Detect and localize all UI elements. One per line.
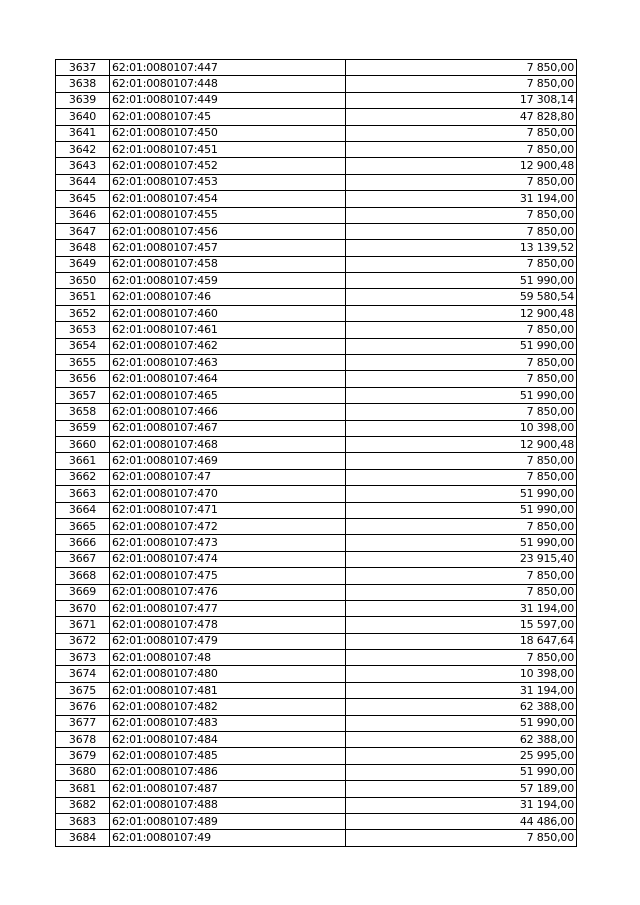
cadastral-number-cell: 62:01:0080107:474 bbox=[110, 551, 346, 567]
cadastral-number-cell: 62:01:0080107:455 bbox=[110, 207, 346, 223]
row-number-cell: 3660 bbox=[56, 436, 110, 452]
cadastral-value-cell: 51 990,00 bbox=[346, 486, 577, 502]
cadastral-value-cell: 23 915,40 bbox=[346, 551, 577, 567]
row-number-cell: 3643 bbox=[56, 158, 110, 174]
row-number-cell: 3680 bbox=[56, 764, 110, 780]
cadastral-value-cell: 7 850,00 bbox=[346, 371, 577, 387]
table-row bbox=[56, 174, 577, 190]
row-number-cell: 3642 bbox=[56, 141, 110, 157]
cadastral-value-cell: 59 580,54 bbox=[346, 289, 577, 305]
row-number-cell: 3652 bbox=[56, 305, 110, 321]
cadastral-value-cell: 51 990,00 bbox=[346, 764, 577, 780]
table-row bbox=[56, 436, 577, 452]
cadastral-number-cell: 62:01:0080107:459 bbox=[110, 273, 346, 289]
cadastral-value-cell: 51 990,00 bbox=[346, 387, 577, 403]
row-number-cell: 3645 bbox=[56, 191, 110, 207]
table-row bbox=[56, 420, 577, 436]
cadastral-number-cell: 62:01:0080107:457 bbox=[110, 240, 346, 256]
table-row bbox=[56, 764, 577, 780]
table-row bbox=[56, 92, 577, 108]
table-row bbox=[56, 141, 577, 157]
cadastral-number-cell: 62:01:0080107:469 bbox=[110, 453, 346, 469]
table-row bbox=[56, 732, 577, 748]
row-number-cell: 3668 bbox=[56, 568, 110, 584]
cadastral-number-cell: 62:01:0080107:484 bbox=[110, 732, 346, 748]
row-number-cell: 3644 bbox=[56, 174, 110, 190]
cadastral-value-cell: 47 828,80 bbox=[346, 109, 577, 125]
cadastral-value-cell: 7 850,00 bbox=[346, 830, 577, 846]
cadastral-value-cell: 13 139,52 bbox=[346, 240, 577, 256]
cadastral-value-cell: 7 850,00 bbox=[346, 76, 577, 92]
row-number-cell: 3662 bbox=[56, 469, 110, 485]
cadastral-value-cell: 7 850,00 bbox=[346, 207, 577, 223]
row-number-cell: 3677 bbox=[56, 715, 110, 731]
table-row bbox=[56, 240, 577, 256]
cadastral-number-cell: 62:01:0080107:460 bbox=[110, 305, 346, 321]
row-number-cell: 3676 bbox=[56, 699, 110, 715]
row-number-cell: 3658 bbox=[56, 404, 110, 420]
cadastral-value-cell: 7 850,00 bbox=[346, 453, 577, 469]
cadastral-number-cell: 62:01:0080107:49 bbox=[110, 830, 346, 846]
cadastral-number-cell: 62:01:0080107:487 bbox=[110, 781, 346, 797]
table-row bbox=[56, 797, 577, 813]
row-number-cell: 3667 bbox=[56, 551, 110, 567]
row-number-cell: 3682 bbox=[56, 797, 110, 813]
table-row bbox=[56, 125, 577, 141]
table-row bbox=[56, 551, 577, 567]
cadastral-number-cell: 62:01:0080107:486 bbox=[110, 764, 346, 780]
row-number-cell: 3649 bbox=[56, 256, 110, 272]
row-number-cell: 3655 bbox=[56, 355, 110, 371]
cadastral-value-cell: 31 194,00 bbox=[346, 682, 577, 698]
table-row bbox=[56, 256, 577, 272]
cadastral-number-cell: 62:01:0080107:461 bbox=[110, 322, 346, 338]
row-number-cell: 3675 bbox=[56, 682, 110, 698]
cadastral-value-cell: 31 194,00 bbox=[346, 600, 577, 616]
cadastral-value-cell: 62 388,00 bbox=[346, 699, 577, 715]
table-row bbox=[56, 305, 577, 321]
cadastral-number-cell: 62:01:0080107:465 bbox=[110, 387, 346, 403]
cadastral-number-cell: 62:01:0080107:447 bbox=[110, 60, 346, 76]
row-number-cell: 3663 bbox=[56, 486, 110, 502]
cadastral-number-cell: 62:01:0080107:458 bbox=[110, 256, 346, 272]
table-row bbox=[56, 469, 577, 485]
row-number-cell: 3681 bbox=[56, 781, 110, 797]
cadastral-value-cell: 18 647,64 bbox=[346, 633, 577, 649]
row-number-cell: 3657 bbox=[56, 387, 110, 403]
table-row bbox=[56, 699, 577, 715]
cadastral-value-cell: 31 194,00 bbox=[346, 797, 577, 813]
table-row bbox=[56, 355, 577, 371]
row-number-cell: 3653 bbox=[56, 322, 110, 338]
row-number-cell: 3650 bbox=[56, 273, 110, 289]
row-number-cell: 3639 bbox=[56, 92, 110, 108]
table-row bbox=[56, 158, 577, 174]
row-number-cell: 3665 bbox=[56, 518, 110, 534]
row-number-cell: 3641 bbox=[56, 125, 110, 141]
cadastral-value-cell: 51 990,00 bbox=[346, 338, 577, 354]
cadastral-number-cell: 62:01:0080107:473 bbox=[110, 535, 346, 551]
table-row bbox=[56, 813, 577, 829]
table-row bbox=[56, 223, 577, 239]
cadastral-number-cell: 62:01:0080107:464 bbox=[110, 371, 346, 387]
cadastral-number-cell: 62:01:0080107:475 bbox=[110, 568, 346, 584]
row-number-cell: 3684 bbox=[56, 830, 110, 846]
row-number-cell: 3659 bbox=[56, 420, 110, 436]
cadastral-value-cell: 44 486,00 bbox=[346, 813, 577, 829]
table-row bbox=[56, 633, 577, 649]
cadastral-value-cell: 57 189,00 bbox=[346, 781, 577, 797]
cadastral-value-cell: 7 850,00 bbox=[346, 322, 577, 338]
cadastral-number-cell: 62:01:0080107:453 bbox=[110, 174, 346, 190]
row-number-cell: 3672 bbox=[56, 633, 110, 649]
table-row bbox=[56, 830, 577, 846]
cadastral-number-cell: 62:01:0080107:472 bbox=[110, 518, 346, 534]
cadastral-value-cell: 7 850,00 bbox=[346, 223, 577, 239]
cadastral-value-table bbox=[55, 59, 577, 847]
cadastral-number-cell: 62:01:0080107:483 bbox=[110, 715, 346, 731]
cadastral-value-cell: 12 900,48 bbox=[346, 305, 577, 321]
row-number-cell: 3651 bbox=[56, 289, 110, 305]
cadastral-value-cell: 7 850,00 bbox=[346, 256, 577, 272]
cadastral-value-cell: 7 850,00 bbox=[346, 174, 577, 190]
cadastral-value-cell: 51 990,00 bbox=[346, 502, 577, 518]
table-row bbox=[56, 568, 577, 584]
cadastral-value-cell: 10 398,00 bbox=[346, 666, 577, 682]
cadastral-value-cell: 62 388,00 bbox=[346, 732, 577, 748]
cadastral-number-cell: 62:01:0080107:463 bbox=[110, 355, 346, 371]
row-number-cell: 3638 bbox=[56, 76, 110, 92]
table-row bbox=[56, 682, 577, 698]
table-row bbox=[56, 289, 577, 305]
row-number-cell: 3640 bbox=[56, 109, 110, 125]
row-number-cell: 3674 bbox=[56, 666, 110, 682]
table-row bbox=[56, 109, 577, 125]
cadastral-number-cell: 62:01:0080107:449 bbox=[110, 92, 346, 108]
row-number-cell: 3654 bbox=[56, 338, 110, 354]
cadastral-number-cell: 62:01:0080107:45 bbox=[110, 109, 346, 125]
cadastral-value-cell: 51 990,00 bbox=[346, 535, 577, 551]
cadastral-value-cell: 7 850,00 bbox=[346, 141, 577, 157]
row-number-cell: 3666 bbox=[56, 535, 110, 551]
cadastral-number-cell: 62:01:0080107:462 bbox=[110, 338, 346, 354]
table-row bbox=[56, 715, 577, 731]
table-row bbox=[56, 666, 577, 682]
cadastral-value-cell: 17 308,14 bbox=[346, 92, 577, 108]
cadastral-number-cell: 62:01:0080107:478 bbox=[110, 617, 346, 633]
cadastral-value-cell: 51 990,00 bbox=[346, 273, 577, 289]
table-body bbox=[56, 60, 577, 847]
row-number-cell: 3661 bbox=[56, 453, 110, 469]
cadastral-number-cell: 62:01:0080107:476 bbox=[110, 584, 346, 600]
cadastral-value-cell: 12 900,48 bbox=[346, 158, 577, 174]
row-number-cell: 3637 bbox=[56, 60, 110, 76]
cadastral-value-cell: 12 900,48 bbox=[346, 436, 577, 452]
table-row bbox=[56, 371, 577, 387]
cadastral-number-cell: 62:01:0080107:448 bbox=[110, 76, 346, 92]
cadastral-number-cell: 62:01:0080107:456 bbox=[110, 223, 346, 239]
cadastral-number-cell: 62:01:0080107:480 bbox=[110, 666, 346, 682]
table-row bbox=[56, 60, 577, 76]
row-number-cell: 3669 bbox=[56, 584, 110, 600]
cadastral-number-cell: 62:01:0080107:488 bbox=[110, 797, 346, 813]
cadastral-number-cell: 62:01:0080107:479 bbox=[110, 633, 346, 649]
cadastral-number-cell: 62:01:0080107:454 bbox=[110, 191, 346, 207]
cadastral-number-cell: 62:01:0080107:46 bbox=[110, 289, 346, 305]
row-number-cell: 3646 bbox=[56, 207, 110, 223]
table-row bbox=[56, 338, 577, 354]
cadastral-number-cell: 62:01:0080107:48 bbox=[110, 650, 346, 666]
table-row bbox=[56, 584, 577, 600]
cadastral-value-cell: 7 850,00 bbox=[346, 404, 577, 420]
cadastral-value-cell: 31 194,00 bbox=[346, 191, 577, 207]
cadastral-value-cell: 7 850,00 bbox=[346, 60, 577, 76]
cadastral-number-cell: 62:01:0080107:467 bbox=[110, 420, 346, 436]
table-row bbox=[56, 650, 577, 666]
row-number-cell: 3679 bbox=[56, 748, 110, 764]
cadastral-number-cell: 62:01:0080107:477 bbox=[110, 600, 346, 616]
row-number-cell: 3671 bbox=[56, 617, 110, 633]
table-row bbox=[56, 502, 577, 518]
cadastral-number-cell: 62:01:0080107:450 bbox=[110, 125, 346, 141]
table-row bbox=[56, 207, 577, 223]
table-row bbox=[56, 535, 577, 551]
table-row bbox=[56, 600, 577, 616]
cadastral-number-cell: 62:01:0080107:470 bbox=[110, 486, 346, 502]
table-row bbox=[56, 322, 577, 338]
row-number-cell: 3664 bbox=[56, 502, 110, 518]
cadastral-value-cell: 15 597,00 bbox=[346, 617, 577, 633]
table-row bbox=[56, 191, 577, 207]
cadastral-number-cell: 62:01:0080107:471 bbox=[110, 502, 346, 518]
table-row bbox=[56, 273, 577, 289]
cadastral-number-cell: 62:01:0080107:451 bbox=[110, 141, 346, 157]
cadastral-number-cell: 62:01:0080107:466 bbox=[110, 404, 346, 420]
table-row bbox=[56, 404, 577, 420]
table-row bbox=[56, 486, 577, 502]
table-row bbox=[56, 748, 577, 764]
cadastral-value-cell: 7 850,00 bbox=[346, 518, 577, 534]
cadastral-value-cell: 7 850,00 bbox=[346, 584, 577, 600]
table-row bbox=[56, 781, 577, 797]
table-row bbox=[56, 617, 577, 633]
table-row bbox=[56, 387, 577, 403]
row-number-cell: 3678 bbox=[56, 732, 110, 748]
cadastral-value-cell: 25 995,00 bbox=[346, 748, 577, 764]
cadastral-number-cell: 62:01:0080107:468 bbox=[110, 436, 346, 452]
cadastral-number-cell: 62:01:0080107:481 bbox=[110, 682, 346, 698]
cadastral-number-cell: 62:01:0080107:482 bbox=[110, 699, 346, 715]
table-row bbox=[56, 76, 577, 92]
cadastral-value-cell: 7 850,00 bbox=[346, 650, 577, 666]
cadastral-value-cell: 7 850,00 bbox=[346, 469, 577, 485]
cadastral-value-cell: 10 398,00 bbox=[346, 420, 577, 436]
table-row bbox=[56, 518, 577, 534]
cadastral-number-cell: 62:01:0080107:489 bbox=[110, 813, 346, 829]
cadastral-number-cell: 62:01:0080107:485 bbox=[110, 748, 346, 764]
row-number-cell: 3683 bbox=[56, 813, 110, 829]
row-number-cell: 3673 bbox=[56, 650, 110, 666]
cadastral-value-cell: 51 990,00 bbox=[346, 715, 577, 731]
cadastral-number-cell: 62:01:0080107:47 bbox=[110, 469, 346, 485]
row-number-cell: 3647 bbox=[56, 223, 110, 239]
cadastral-value-cell: 7 850,00 bbox=[346, 355, 577, 371]
cadastral-value-cell: 7 850,00 bbox=[346, 125, 577, 141]
row-number-cell: 3648 bbox=[56, 240, 110, 256]
table-row bbox=[56, 453, 577, 469]
row-number-cell: 3656 bbox=[56, 371, 110, 387]
cadastral-number-cell: 62:01:0080107:452 bbox=[110, 158, 346, 174]
cadastral-value-cell: 7 850,00 bbox=[346, 568, 577, 584]
row-number-cell: 3670 bbox=[56, 600, 110, 616]
